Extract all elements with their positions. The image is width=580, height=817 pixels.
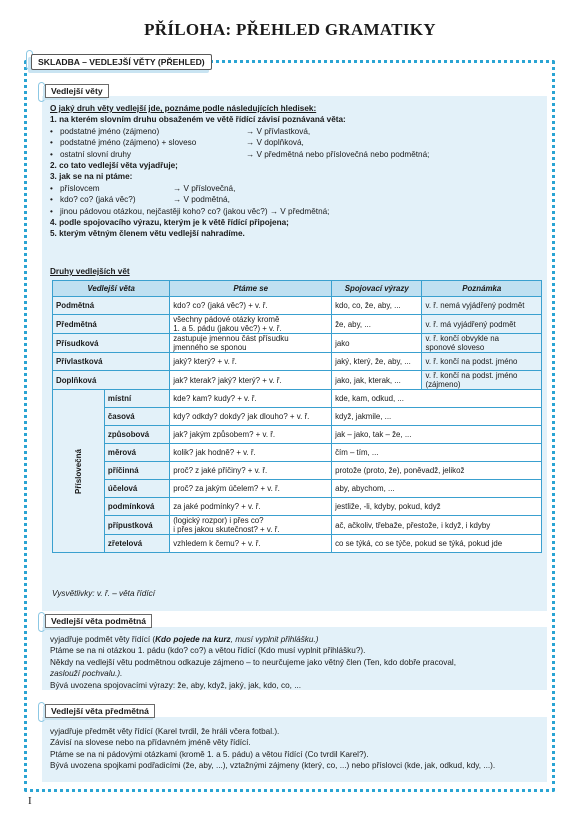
table-header: Ptáme se bbox=[170, 281, 332, 297]
text-line: Bývá uvozena spojkami podřadicími (že, aby, ...), vztažnými zájmeny (který, co, ...) nebo příslovci (kde, jak, odkud, kdy, ...). bbox=[50, 761, 496, 771]
table-row bbox=[53, 480, 542, 498]
question-cell: proč? za jakým účelem? + v. ř. bbox=[170, 480, 332, 498]
question-cell: jak? kterak? jaký? který? + v. ř. bbox=[170, 371, 332, 390]
criterion-4: 4. podle spojovacího výrazu, kterým je k větě řídící připojena; bbox=[50, 218, 289, 228]
intro-heading: O jaký druh věty vedlejší jde, poznáme podle následujících hledisek: bbox=[50, 104, 317, 113]
paperclip-icon bbox=[38, 702, 45, 722]
vedlejsi-vety-text bbox=[50, 103, 429, 240]
table-header: Spojovací výrazy bbox=[332, 281, 422, 297]
criterion-3-item: • jinou pádovou otázkou, nejčastěji koho? co? (jakou věc?) → V předmětná; bbox=[50, 206, 330, 216]
table-row bbox=[53, 371, 542, 390]
criterion-1: 1. na kterém slovním druhu obsaženém ve větě řídící závisí poznávaná věta: bbox=[50, 115, 346, 125]
question-cell: kde? kam? kudy? + v. ř. bbox=[170, 390, 332, 408]
adverbial-label: Příslovečná bbox=[73, 448, 83, 494]
section-tab: SKLADBA – VEDLEJŠÍ VĚTY (PŘEHLED) bbox=[31, 54, 212, 70]
note-cell: v. ř. končí na podst. jméno (zájmeno) bbox=[422, 371, 542, 390]
clause-type: Podmětná bbox=[53, 297, 170, 315]
table-row bbox=[53, 297, 542, 315]
note-cell: v. ř. končí na podst. jméno bbox=[422, 353, 542, 371]
clause-type: zřetelová bbox=[104, 535, 169, 553]
podmetna-tab: Vedlejší věta podmětná bbox=[45, 614, 152, 628]
table-row bbox=[53, 334, 542, 353]
conjunction-cell: když, jakmile, ... bbox=[332, 408, 542, 426]
question-cell: proč? z jaké příčiny? + v. ř. bbox=[170, 462, 332, 480]
table-row bbox=[53, 315, 542, 334]
conjunction-cell: čím – tím, ... bbox=[332, 444, 542, 462]
conjunction-cell: že, aby, ... bbox=[332, 315, 422, 334]
paperclip-icon bbox=[38, 612, 45, 632]
clause-type: podmínková bbox=[104, 498, 169, 516]
note-cell: v. ř. nemá vyjádřený podmět bbox=[422, 297, 542, 315]
clause-type: časová bbox=[104, 408, 169, 426]
podmetna-text bbox=[50, 634, 456, 691]
table-row bbox=[53, 498, 542, 516]
criterion-3: 3. jak se na ni ptáme: bbox=[50, 172, 133, 182]
criterion-5: 5. kterým větným členem větu vedlejší nahradíme. bbox=[50, 229, 245, 239]
clause-type: místní bbox=[104, 390, 169, 408]
druhy-heading: Druhy vedlejších vět bbox=[50, 267, 130, 276]
page-title: PŘÍLOHA: PŘEHLED GRAMATIKY bbox=[144, 20, 436, 39]
text-line: Ptáme se na ni pádovými otázkami (kromě 1. a 5. pádu) a větou řídící (Co tvrdil Karel?). bbox=[50, 749, 369, 759]
adverbial-group-cell bbox=[53, 390, 105, 553]
criterion-2: 2. co tato vedlejší věta vyjadřuje; bbox=[50, 161, 178, 171]
table-header: Poznámka bbox=[422, 281, 542, 297]
table-row bbox=[53, 535, 542, 553]
criterion-1-item: • ostatní slovní druhy → V předmětná nebo příslovečná nebo podmětná; bbox=[50, 149, 430, 159]
question-cell: jaký? který? + v. ř. bbox=[170, 353, 332, 371]
types-table bbox=[52, 280, 542, 553]
vedlejsi-vety-tab: Vedlejší věty bbox=[45, 84, 109, 98]
question-cell: všechny pádové otázky kromě 1. a 5. pádu (jakou věc?) + v. ř. bbox=[170, 315, 332, 334]
conjunction-cell: protože (proto, že), poněvadž, jelikož bbox=[332, 462, 542, 480]
table-row bbox=[53, 444, 542, 462]
text-line: Někdy na vedlejší větu podmětnou odkazuje zájmeno – to neurčujeme jako větný člen (Ten, kdo dobře pracoval, bbox=[50, 657, 456, 667]
criterion-1-item: • podstatné jméno (zájmeno) + sloveso → V doplňková, bbox=[50, 138, 304, 148]
question-cell: vzhledem k čemu? + v. ř. bbox=[170, 535, 332, 553]
question-cell: zastupuje jmennou část přísudku jmenného se sponou bbox=[170, 334, 332, 353]
predmetna-text bbox=[50, 726, 495, 772]
conjunction-cell: ač, ačkoliv, třebaže, přestože, i když, i kdyby bbox=[332, 516, 542, 535]
text-line: vyjadřuje předmět věty řídící (Karel tvrdil, že hráli včera fotbal.). bbox=[50, 727, 280, 736]
table-row bbox=[53, 353, 542, 371]
table-row bbox=[53, 408, 542, 426]
clause-type: přípustková bbox=[104, 516, 169, 535]
text-line: vyjadřuje podmět věty řídící (Kdo pojede na kurz, musí vyplnit přihlášku.) bbox=[50, 635, 319, 644]
text-line: Ptáme se na ni otázkou 1. pádu (kdo? co?) a větou řídící (Kdo musí vyplnit přihlášku?). bbox=[50, 646, 366, 656]
text-line: Bývá uvozena spojovacími výrazy: že, aby, když, jaký, jak, kdo, co, ... bbox=[50, 680, 302, 690]
note-cell: v. ř. má vyjádřený podmět bbox=[422, 315, 542, 334]
table-row bbox=[53, 426, 542, 444]
conjunction-cell: co se týká, co se týče, pokud se týká, pokud jde bbox=[332, 535, 542, 553]
predmetna-tab: Vedlejší věta předmětná bbox=[45, 704, 155, 718]
question-cell: kolik? jak hodně? + v. ř. bbox=[170, 444, 332, 462]
text-line: zaslouží pochvalu.). bbox=[50, 669, 123, 679]
conjunction-cell: kde, kam, odkud, ... bbox=[332, 390, 542, 408]
conjunction-cell: kdo, co, že, aby, ... bbox=[332, 297, 422, 315]
clause-type: měrová bbox=[104, 444, 169, 462]
page-number: I bbox=[28, 795, 32, 807]
clause-type: Předmětná bbox=[53, 315, 170, 334]
criterion-3-item: • kdo? co? (jaká věc?) → V podmětná, bbox=[50, 195, 230, 205]
question-cell: (logický rozpor) i přes co? i přes jakou skutečnost? + v. ř. bbox=[170, 516, 332, 535]
table-header: Vedlejší věta bbox=[53, 281, 170, 297]
clause-type: Přívlastková bbox=[53, 353, 170, 371]
question-cell: jak? jakým způsobem? + v. ř. bbox=[170, 426, 332, 444]
conjunction-cell: jestliže, -li, kdyby, pokud, když bbox=[332, 498, 542, 516]
clause-type: příčinná bbox=[104, 462, 169, 480]
table-header-row bbox=[53, 281, 542, 297]
question-cell: kdo? co? (jaká věc?) + v. ř. bbox=[170, 297, 332, 315]
conjunction-cell: jak – jako, tak – že, ... bbox=[332, 426, 542, 444]
clause-type: účelová bbox=[104, 480, 169, 498]
table-row bbox=[53, 462, 542, 480]
conjunction-cell: jako, jak, kterak, ... bbox=[332, 371, 422, 390]
question-cell: kdy? odkdy? dokdy? jak dlouho? + v. ř. bbox=[170, 408, 332, 426]
question-cell: za jaké podmínky? + v. ř. bbox=[170, 498, 332, 516]
clause-type: Doplňková bbox=[53, 371, 170, 390]
text-line: Závisí na slovese nebo na přídavném jméně věty řídící. bbox=[50, 738, 251, 748]
note-cell: v. ř. končí obvykle na sponové sloveso bbox=[422, 334, 542, 353]
criterion-1-item: • podstatné jméno (zájmeno) → V přívlastková, bbox=[50, 126, 311, 136]
conjunction-cell: jaký, který, že, aby, ... bbox=[332, 353, 422, 371]
table-row bbox=[53, 390, 542, 408]
table-row bbox=[53, 516, 542, 535]
paperclip-icon bbox=[38, 82, 45, 102]
clause-type: Přísudková bbox=[53, 334, 170, 353]
clause-type: způsobová bbox=[104, 426, 169, 444]
legend: Vysvětlivky: v. ř. – věta řídící bbox=[52, 589, 155, 598]
criterion-3-item: • příslovcem → V příslovečná, bbox=[50, 183, 236, 193]
conjunction-cell: aby, abychom, ... bbox=[332, 480, 542, 498]
conjunction-cell: jako bbox=[332, 334, 422, 353]
